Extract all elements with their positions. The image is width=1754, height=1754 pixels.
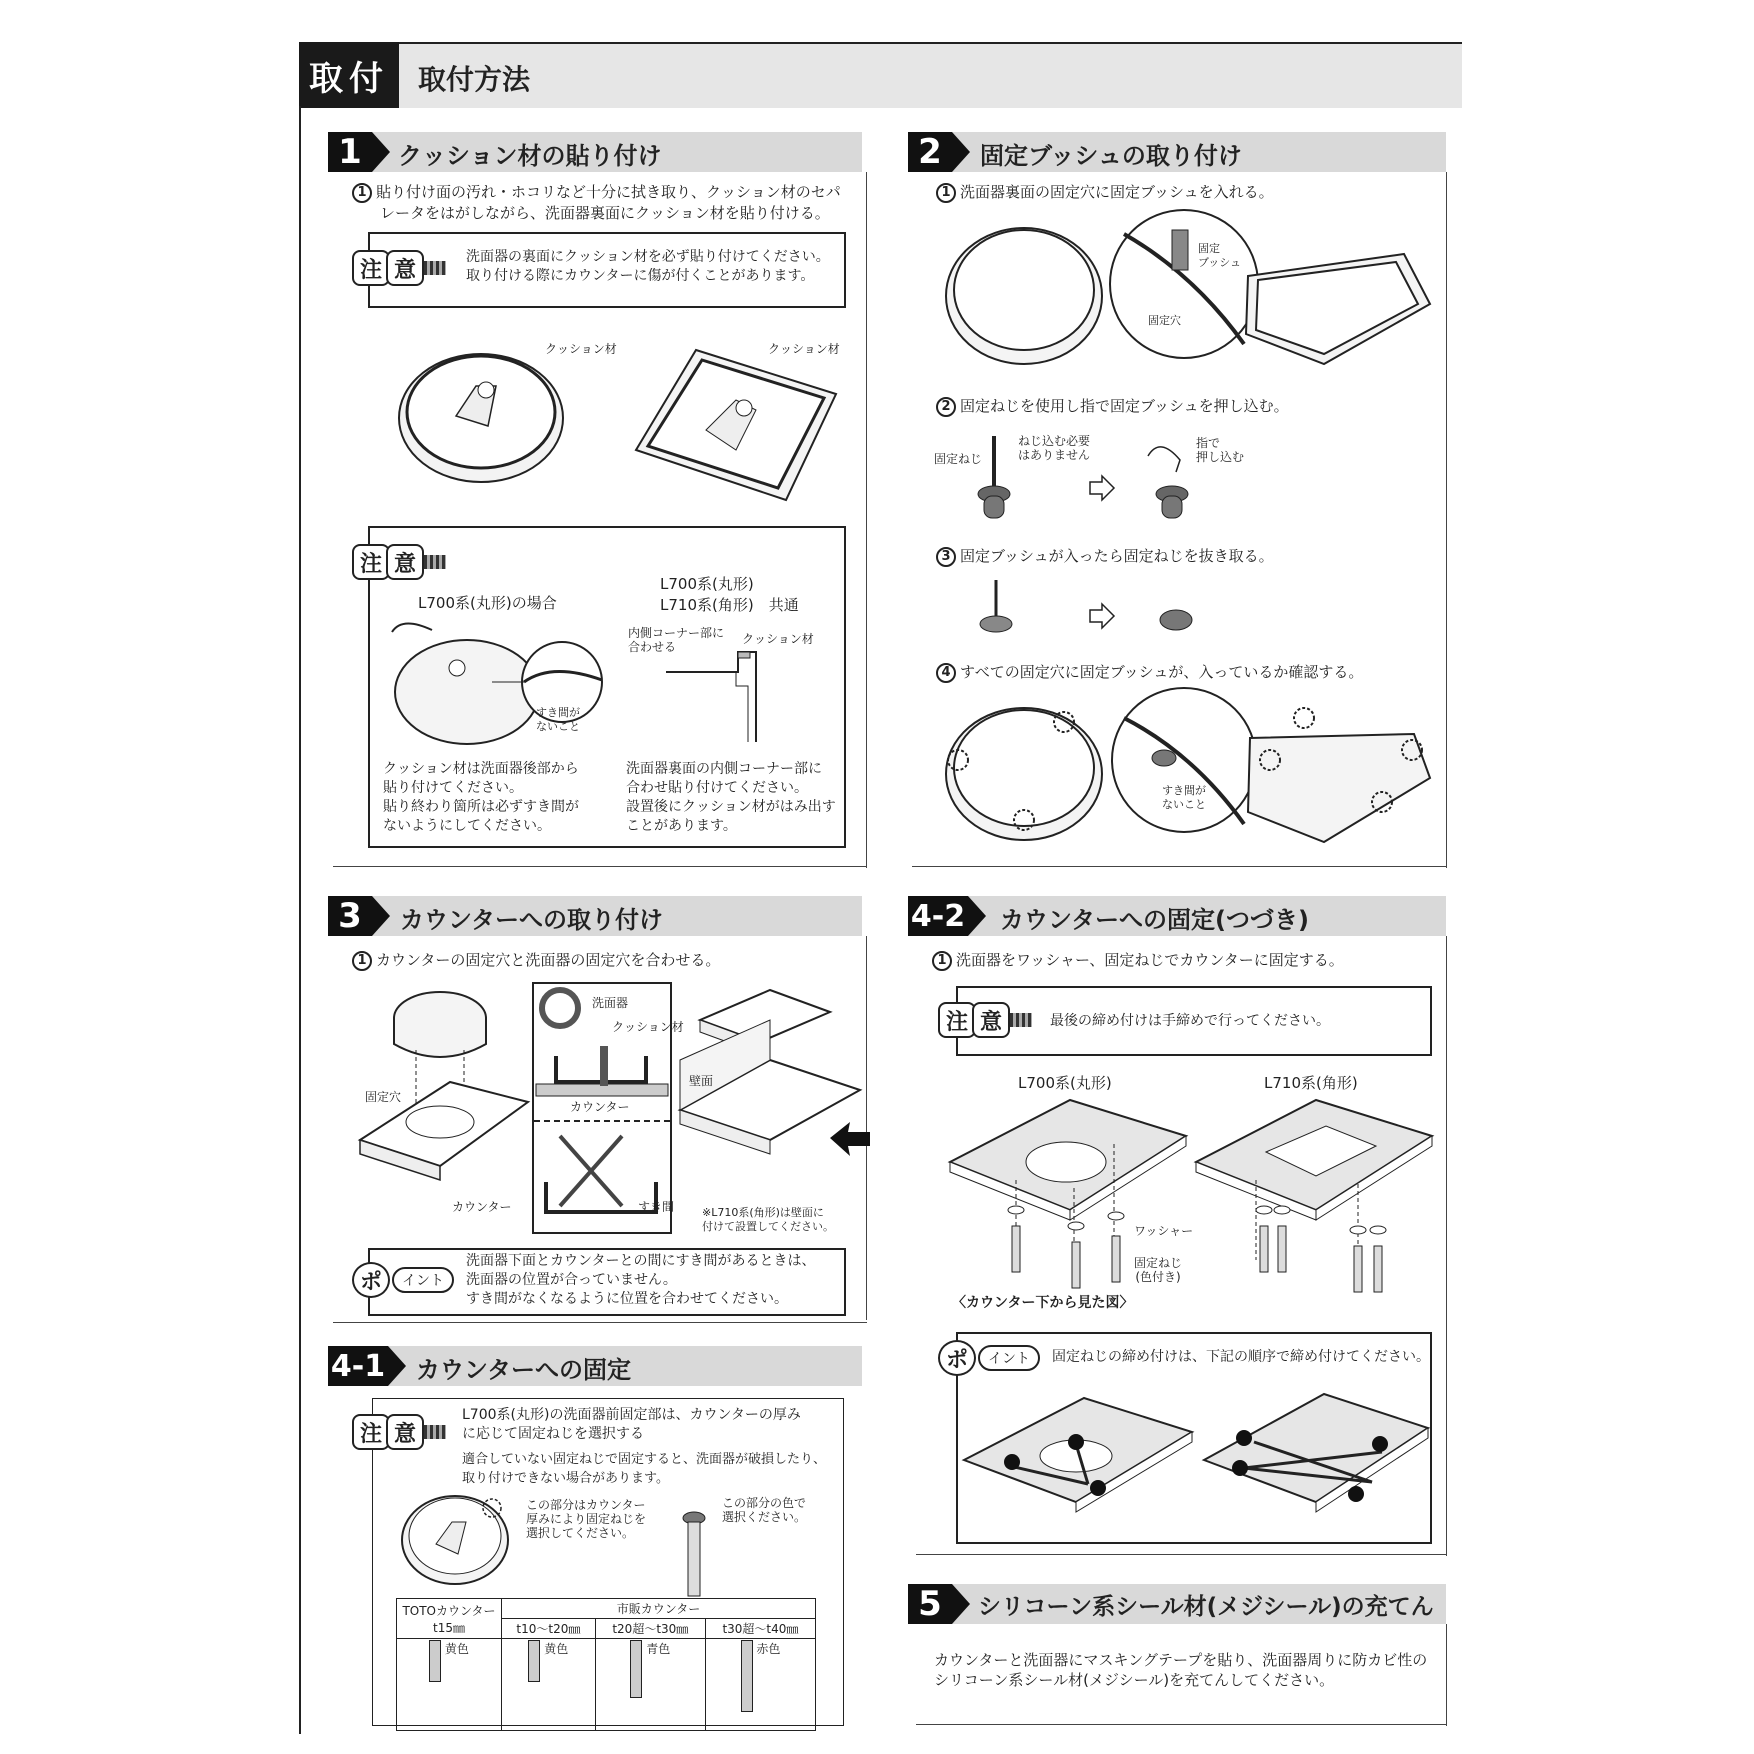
square-basin-illustration <box>636 350 836 510</box>
label-cushion-round: クッション材 <box>545 342 617 356</box>
section-4-1-title: カウンターへの固定 <box>416 1356 632 1384</box>
s1-step-1: 1 貼り付け面の汚れ・ホコリなど十分に拭き取り、クッション材のセパ レータをはがしながら、洗面器裏面にクッション材を貼り付ける。 <box>352 182 841 223</box>
caution-badge: 注 意 <box>352 250 446 286</box>
section-4-1-header <box>328 1346 862 1386</box>
s2-hole-label: 固定穴 <box>1148 314 1181 327</box>
s42-caution-text: 最後の締め付けは手締めで行ってください。 <box>1050 1013 1330 1029</box>
caution-badge: 注 意 <box>352 544 446 580</box>
section-3-title: カウンターへの取り付け <box>400 906 664 934</box>
section-1-header <box>328 132 862 172</box>
s2-step-1: 1 洗面器裏面の固定穴に固定ブッシュを入れる。 <box>936 182 1274 203</box>
corner-cross-section <box>666 650 770 742</box>
s3-point-text: 洗面器下面とカウンターとの間にすき間があるときは、 洗面器の位置が合っていません。 すき間がなくなるように位置を合わせてください。 <box>466 1253 816 1307</box>
screw-icon <box>741 1640 753 1712</box>
page-title: 取付方法 <box>418 63 531 96</box>
point-badge: ポ イント <box>938 1340 1040 1376</box>
bolt-icon <box>424 261 446 275</box>
s2-step-2: 2 固定ねじを使用し指で固定ブッシュを押し込む。 <box>936 396 1289 417</box>
s1-caution-a-text: 洗面器の裏面にクッション材を必ず貼り付けてください。 取り付ける際にカウンターに傷が付くことがあります。 <box>466 249 830 284</box>
s2-bush-label: 固定 ブッシュ <box>1198 242 1242 269</box>
s41-caution-text: 適合していない固定ねじで固定すると、洗面器が破損したり、 取り付けできない場合があります。 <box>462 1452 827 1486</box>
s2-screw-label: 固定ねじ <box>934 452 983 466</box>
section-4-2-number: 4-2 <box>908 896 968 936</box>
s3-cushion-label: クッション材 <box>612 1020 684 1034</box>
s1-inner-corner-label: 内側コーナー部に 合わせる <box>628 626 725 654</box>
screw-icon <box>528 1640 540 1682</box>
label-cushion-square: クッション材 <box>768 342 840 356</box>
bush-insert-illustration <box>944 214 1438 370</box>
screw-selection-table: TOTOカウンター t15㎜ 市販カウンター t10～t20㎜ t20超～t30㎜ t30超～t40㎜ 黄色 黄色 青色 赤色 <box>396 1598 816 1731</box>
section-3-header <box>328 896 862 936</box>
s42-square-label: L710系(角形) <box>1264 1074 1358 1092</box>
section-2-header <box>908 132 1446 172</box>
section-5-header <box>908 1584 1446 1624</box>
s42-round-tighten-order <box>964 1398 1192 1528</box>
s2-no-gap-label: すき間が ないこと <box>1162 784 1206 811</box>
bolt-icon <box>424 1425 446 1439</box>
s41-screw-icon <box>682 1510 706 1600</box>
bush-check-illustration <box>944 694 1438 844</box>
section-5-number: 5 <box>908 1584 952 1624</box>
section-2-number: 2 <box>908 132 952 172</box>
section-4-2-title: カウンターへの固定(つづき) <box>1000 906 1309 934</box>
s2-push-label: 指で 押し込む <box>1196 436 1245 464</box>
s3-wall-label: 壁面 <box>689 1074 714 1088</box>
s5-text: カウンターと洗面器にマスキングテープを貼り、洗面器周りに防カビ性の シリコーン系シール材(メジシール)を充てんしてください。 <box>934 1651 1428 1689</box>
s3-hole-label: 固定穴 <box>365 1090 402 1104</box>
section-1-number: 1 <box>328 132 372 172</box>
caution-badge: 注 意 <box>352 1414 446 1450</box>
s3-counter-label-b: カウンター <box>570 1100 630 1114</box>
s42-square-tighten-order <box>1204 1394 1428 1528</box>
s42-washer-label: ワッシャー <box>1134 1224 1194 1238</box>
s42-step-1: 1 洗面器をワッシャー、固定ねじでカウンターに固定する。 <box>932 950 1344 971</box>
s42-screw-label: 固定ねじ (色付き) <box>1134 1256 1183 1284</box>
section-4-2-header <box>908 896 1446 936</box>
s41-callout-a: この部分はカウンター 厚みにより固定ねじを 選択してください。 <box>526 1498 647 1540</box>
s3-basin-label: 洗面器 <box>592 996 629 1010</box>
section-4-1-number: 4-1 <box>328 1346 388 1386</box>
s1-common-label: L700系(丸形) L710系(角形) 共通 <box>660 575 799 614</box>
screw-icon <box>630 1640 642 1698</box>
s2-step-4: 4 すべての固定穴に固定ブッシュが、入っているか確認する。 <box>936 662 1363 683</box>
s42-square-screws <box>1254 1206 1384 1306</box>
section-5-title: シリコーン系シール材(メジシール)の充てん <box>978 1594 1434 1620</box>
s42-point-text: 固定ねじの締め付けは、下記の順序で締め付けてください。 <box>1052 1349 1430 1365</box>
left-rule <box>299 106 301 1734</box>
s3-step-1: 1 カウンターの固定穴と洗面器の固定穴を合わせる。 <box>352 950 720 971</box>
s3-counter-label-a: カウンター <box>452 1200 512 1214</box>
s1-text-left: クッション材は洗面器後部から 貼り付けてください。 貼り終わり箇所は必ずすき間が ないようにしてください。 <box>383 761 579 834</box>
s3-l710-note: ※L710系(角形)は壁面に 付けて設置してください。 <box>702 1206 834 1233</box>
s1-text-right: 洗面器裏面の内側コーナー部に 合わせ貼り付けてください。 設置後にクッション材がはみ出す ことがあります。 <box>626 761 836 834</box>
screw-icon <box>429 1640 441 1682</box>
section-2-title: 固定ブッシュの取り付け <box>980 142 1242 170</box>
section-1-title: クッション材の貼り付け <box>398 142 662 170</box>
s2-step-3: 3 固定ブッシュが入ったら固定ねじを抜き取る。 <box>936 546 1274 567</box>
remove-screw-illustration <box>980 580 1200 640</box>
push-bush-illustration <box>980 436 1220 520</box>
s42-view-label: 〈カウンター下から見た図〉 <box>952 1295 1134 1311</box>
s1-no-gap-label: すき間が ないこと <box>536 706 580 733</box>
bolt-icon <box>424 555 446 569</box>
s1-round-case-label: L700系(丸形)の場合 <box>418 594 557 612</box>
s42-round-label: L700系(丸形) <box>1018 1074 1112 1092</box>
caution-badge: 注 意 <box>938 1002 1032 1038</box>
s41-caution-bold: L700系(丸形)の洗面器前固定部は、カウンターの厚み に応じて固定ねじを選択する <box>462 1407 801 1442</box>
s41-round-basin <box>400 1492 518 1588</box>
s42-round-screws <box>1004 1206 1124 1306</box>
s41-callout-b: この部分の色で 選択ください。 <box>722 1496 807 1524</box>
s1-cushion-corner-label: クッション材 <box>742 632 814 646</box>
round-basin-illustration <box>396 346 566 486</box>
section-tag: 取付 <box>299 42 399 108</box>
section-3-number: 3 <box>328 896 372 936</box>
bolt-icon <box>1010 1013 1032 1027</box>
s3-gap-label: すき間 <box>638 1200 675 1214</box>
counter-square-illustration <box>680 990 870 1190</box>
s2-no-screw-label: ねじ込む必要 はありません <box>1018 434 1091 462</box>
point-badge: ポ イント <box>352 1262 454 1298</box>
